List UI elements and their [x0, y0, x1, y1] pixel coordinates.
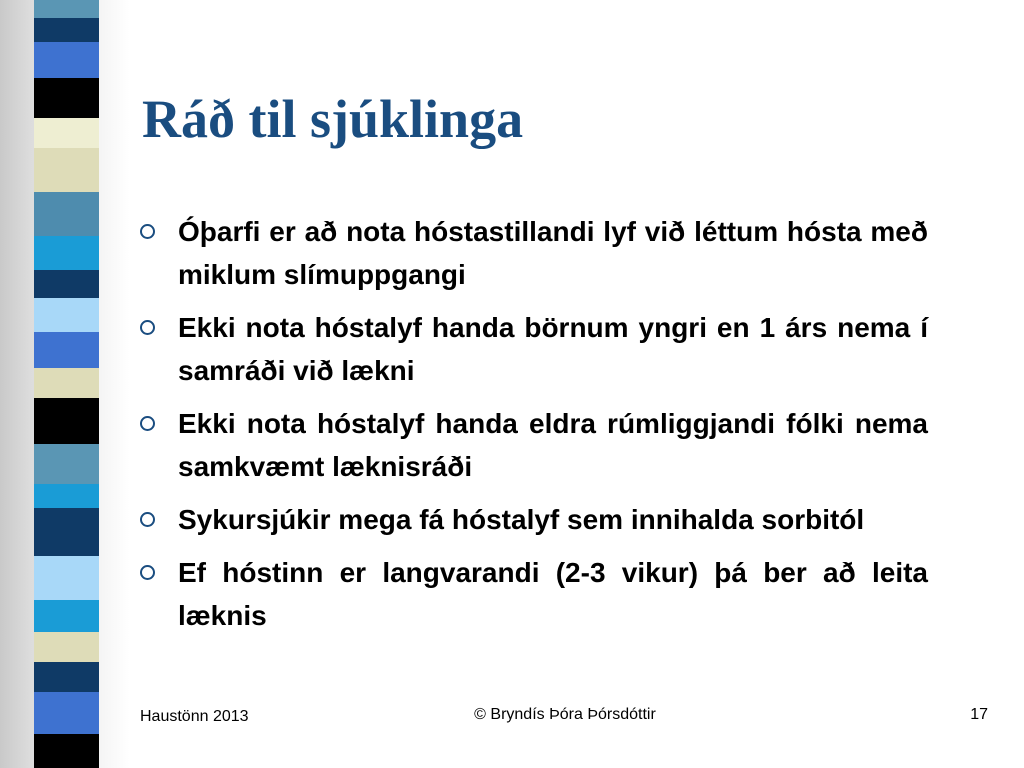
- bullet-text: Ekki nota hóstalyf handa eldra rúmliggjandi fólki nema samkvæmt læknisráði: [178, 408, 928, 482]
- strip-band: [34, 662, 99, 692]
- strip-band: [34, 0, 99, 18]
- strip-band: [34, 398, 99, 444]
- bullet-item: [140, 306, 928, 392]
- bullet-text: Sykursjúkir mega fá hóstalyf sem innihalda sorbitól: [178, 504, 865, 535]
- circle-bullet-icon: [140, 565, 155, 580]
- strip-band: [34, 444, 99, 484]
- decorative-strip: [34, 0, 99, 768]
- strip-band: [34, 332, 99, 368]
- strip-band: [34, 484, 99, 508]
- bullet-item: [140, 210, 928, 296]
- strip-band: [34, 508, 99, 556]
- circle-bullet-icon: [140, 512, 155, 527]
- strip-band: [34, 692, 99, 734]
- strip-band: [34, 600, 99, 632]
- footer-copyright: © Bryndís Þóra Þórsdóttir: [474, 706, 656, 723]
- strip-band: [34, 270, 99, 298]
- strip-band: [34, 148, 99, 192]
- bullet-list: [140, 210, 928, 647]
- circle-bullet-icon: [140, 416, 155, 431]
- strip-band: [34, 368, 99, 398]
- circle-bullet-icon: [140, 224, 155, 239]
- bullet-text: Óþarfi er að nota hóstastillandi lyf við léttum hósta með miklum slímuppgangi: [178, 216, 928, 290]
- strip-band: [34, 632, 99, 662]
- bullet-item: [140, 498, 928, 541]
- strip-band: [34, 42, 99, 78]
- bullet-text: Ekki nota hóstalyf handa börnum yngri en 1 árs nema í samráði við lækni: [178, 312, 928, 386]
- slide-number: 17: [970, 706, 988, 723]
- bullet-item: [140, 551, 928, 637]
- footer-date: Haustönn 2013: [140, 708, 249, 725]
- strip-band: [34, 734, 99, 768]
- strip-band: [34, 192, 99, 236]
- strip-band: [34, 18, 99, 42]
- strip-band: [34, 78, 99, 118]
- bullet-item: [140, 402, 928, 488]
- strip-band: [34, 236, 99, 270]
- bullet-text: Ef hóstinn er langvarandi (2-3 vikur) þá ber að leita læknis: [178, 557, 928, 631]
- circle-bullet-icon: [140, 320, 155, 335]
- strip-band: [34, 556, 99, 600]
- strip-band: [34, 298, 99, 332]
- strip-band: [34, 118, 99, 148]
- slide-title: Ráð til sjúklinga: [142, 89, 524, 149]
